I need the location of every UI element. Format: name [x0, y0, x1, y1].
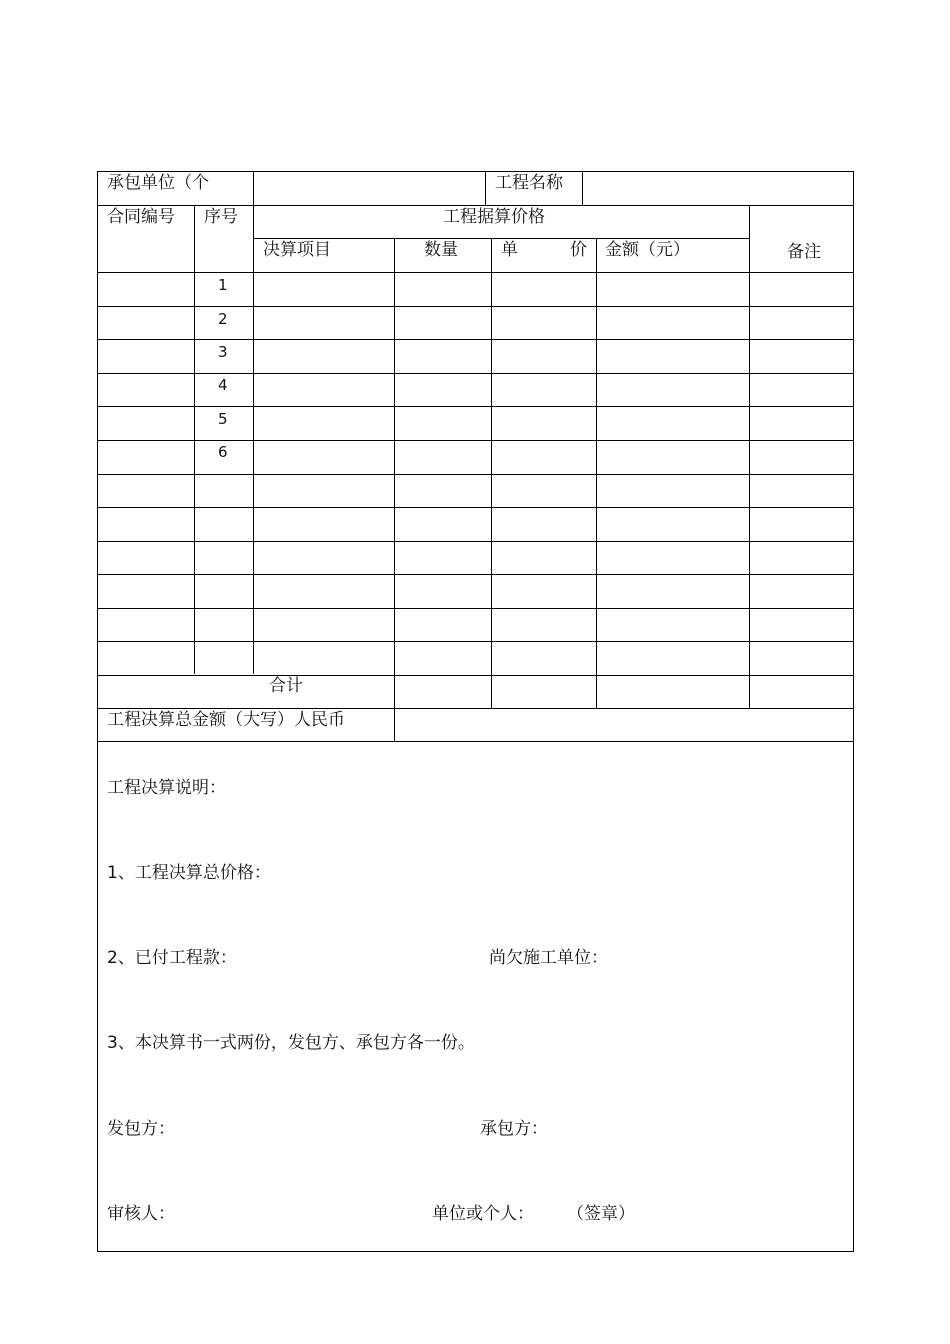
row-seq: 6 [218, 443, 228, 461]
note-copies: 3、本决算书一式两份，发包方、承包方各一份。 [107, 1033, 475, 1053]
unit-or-person-label: 单位或个人： [432, 1204, 534, 1224]
unit-price-label: 价 [570, 240, 587, 260]
row-seq: 3 [218, 343, 228, 361]
rule [97, 205, 854, 206]
row-seq: 1 [218, 276, 228, 294]
rule [97, 708, 854, 709]
contractor-label: 承包单位（个 [107, 173, 209, 193]
rule [194, 205, 195, 674]
remarks-label: 备注 [787, 242, 821, 262]
reviewer-label: 审核人： [107, 1204, 175, 1224]
contract-no-label: 合同编号 [107, 207, 175, 227]
item-label: 决算项目 [263, 240, 331, 260]
rule [253, 238, 749, 239]
rule [97, 171, 98, 1252]
row-seq: 2 [218, 310, 228, 328]
note-total-price: 1、工程决算总价格： [107, 863, 271, 883]
rule [853, 171, 854, 1252]
rule [749, 205, 750, 708]
row-seq: 5 [218, 410, 228, 428]
note-outstanding: 尚欠施工单位： [489, 948, 608, 968]
rule [97, 574, 854, 575]
unit-price-label: 单 [501, 240, 518, 260]
amount-label: 金额（元） [605, 240, 690, 260]
row-seq: 4 [218, 376, 228, 394]
rule [97, 406, 854, 407]
rule [97, 373, 854, 374]
seal-label: （签章） [567, 1204, 635, 1224]
rule [97, 641, 854, 642]
rule [97, 541, 854, 542]
rule [97, 272, 854, 273]
project-name-field[interactable] [589, 173, 844, 201]
employer-label: 发包方： [107, 1119, 175, 1139]
seq-label: 序号 [204, 207, 238, 227]
rule [97, 339, 854, 340]
contractor-field[interactable] [259, 173, 479, 201]
quantity-label: 数量 [424, 240, 458, 260]
rule [97, 741, 854, 742]
notes-title: 工程决算说明： [107, 778, 226, 798]
total-label: 合计 [269, 676, 303, 696]
total-caps-label: 工程决算总金额（大写）人民币 [107, 710, 345, 730]
rule [491, 238, 492, 708]
rule [596, 238, 597, 708]
rule [97, 306, 854, 307]
rule [97, 507, 854, 508]
rule [582, 171, 583, 205]
rule [97, 440, 854, 441]
rule [97, 675, 854, 676]
rule [485, 171, 486, 205]
settlement-form [97, 171, 854, 1252]
rule [97, 1251, 854, 1252]
project-name-label: 工程名称 [495, 173, 563, 193]
price-group-label: 工程据算价格 [443, 207, 545, 227]
rule [97, 171, 854, 172]
rule [97, 608, 854, 609]
rule [253, 171, 254, 674]
note-paid: 2、已付工程款： [107, 948, 237, 968]
contractor-sign-label: 承包方： [480, 1119, 548, 1139]
rule [394, 238, 395, 741]
rule [97, 474, 854, 475]
